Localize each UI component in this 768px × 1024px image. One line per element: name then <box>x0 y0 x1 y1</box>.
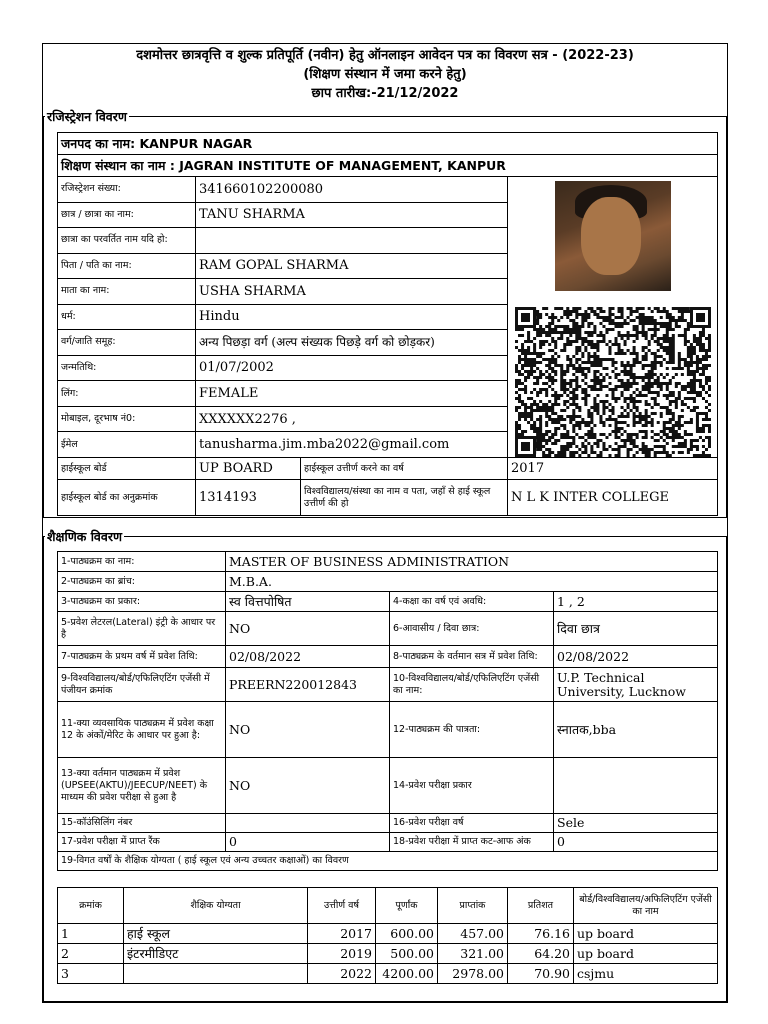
qual-obtained: 457.00 <box>438 924 508 944</box>
qual-obtained: 2978.00 <box>438 964 508 984</box>
university-name-label: 10-विश्वविद्यालय/बोर्ड/एफिलिएटिंग एजेंसी का नाम: <box>390 668 554 702</box>
qual-name <box>124 964 308 984</box>
application-form <box>42 43 728 1003</box>
lateral-entry-label: 5-प्रवेश लेटरल(Lateral) इंट्री के आधार पर है <box>58 612 226 646</box>
hs-year-value: 2017 <box>508 458 718 480</box>
qual-percent: 64.20 <box>508 944 574 964</box>
cutoff-marks-value: 0 <box>554 833 718 852</box>
class-year-label: 4-कक्षा का वर्ष एवं अवधि: <box>390 592 554 612</box>
hs-roll-value: 1314193 <box>196 480 301 516</box>
registration-section-title: रजिस्ट्रेशन विवरण <box>47 109 127 124</box>
mother-name-value: USHA SHARMA <box>196 279 508 305</box>
course-type-value: स्व वित्तपोषित <box>226 592 390 612</box>
entrance-type-label: 14-प्रवेश परीक्षा प्रकार <box>390 758 554 814</box>
father-name-label: पिता / पति का नाम: <box>58 253 196 279</box>
qual-header-board: बोर्ड/विश्वविद्यालय/अफिलिएटिंग एजेंसी का नाम <box>574 888 718 924</box>
email-label: ईमेल <box>58 432 196 458</box>
student-photo <box>555 181 671 291</box>
qual-header-obtained: प्राप्तांक <box>438 888 508 924</box>
course-type-label: 3-पाठ्यक्रम का प्रकार: <box>58 592 226 612</box>
qual-header-qualification: शैक्षिक योग्यता <box>124 888 308 924</box>
qual-board: up board <box>574 944 718 964</box>
photo-qr-cell <box>508 177 718 458</box>
university-reg-label: 9-विश्वविद्यालय/बोर्ड/एफिलिएटिंग एजेंसी में पंजीयन क्रमांक <box>58 668 226 702</box>
course-branch-label: 2-पाठ्यक्रम का ब्रांच: <box>58 572 226 592</box>
course-name-value: MASTER OF BUSINESS ADMINISTRATION <box>226 552 718 572</box>
religion-value: Hindu <box>196 304 508 330</box>
category-label: वर्ग/जाति समूह: <box>58 330 196 356</box>
student-name-value: TANU SHARMA <box>196 202 508 228</box>
merit-admission-label: 11-क्या व्यवसायिक पाठ्यक्रम में प्रवेश कक्षा 12 के अंकों/मेरिट के आधार पर हुआ है: <box>58 702 226 758</box>
qual-percent: 70.90 <box>508 964 574 984</box>
changed-name-value <box>196 228 508 254</box>
qual-year: 2022 <box>308 964 376 984</box>
entrance-type-value <box>554 758 718 814</box>
qual-max-marks: 600.00 <box>376 924 438 944</box>
cutoff-marks-label: 18-प्रवेश परीक्षा में प्राप्त कट-आफ अंक <box>390 833 554 852</box>
first-year-date-value: 02/08/2022 <box>226 646 390 668</box>
hs-board-value: UP BOARD <box>196 458 301 480</box>
current-session-date-label: 8-पाठ्यक्रम के वर्तमान सत्र में प्रवेश तिथि: <box>390 646 554 668</box>
form-subtitle: (शिक्षण संस्थान में जमा करने हेतु) <box>303 67 467 82</box>
religion-label: धर्म: <box>58 304 196 330</box>
table-row <box>58 964 718 984</box>
qual-obtained: 321.00 <box>438 944 508 964</box>
district-row: जनपद का नाम: KANPUR NAGAR <box>58 133 718 155</box>
qual-percent: 76.16 <box>508 924 574 944</box>
counselling-no-label: 15-कॉउंसिलिंग नंबर <box>58 814 226 833</box>
table-row <box>58 944 718 964</box>
entrance-year-label: 16-प्रवेश परीक्षा वर्ष <box>390 814 554 833</box>
table-row <box>58 924 718 944</box>
qual-serial: 1 <box>58 924 124 944</box>
residential-label: 6-आवासीय / दिवा छात्र: <box>390 612 554 646</box>
university-reg-value: PREERN220012843 <box>226 668 390 702</box>
residential-value: दिवा छात्र <box>554 612 718 646</box>
dob-value: 01/07/2002 <box>196 355 508 381</box>
qual-name: हाई स्कूल <box>124 924 308 944</box>
gender-label: लिंग: <box>58 381 196 407</box>
entrance-rank-label: 17-प्रवेश परीक्षा में प्राप्त रैंक <box>58 833 226 852</box>
entrance-admission-value: NO <box>226 758 390 814</box>
category-value: अन्य पिछड़ा वर्ग (अल्प संख्यक पिछड़े वर्ग को छोड़कर) <box>196 330 508 356</box>
father-name-value: RAM GOPAL SHARMA <box>196 253 508 279</box>
current-session-date-value: 02/08/2022 <box>554 646 718 668</box>
qual-header-serial: क्रमांक <box>58 888 124 924</box>
institute-row: शिक्षण संस्थान का नाम : JAGRAN INSTITUTE OF MANAGEMENT, KANPUR <box>58 155 718 177</box>
course-branch-value: M.B.A. <box>226 572 718 592</box>
form-title: दशमोत्तर छात्रवृत्ति व शुल्क प्रतिपूर्ति (नवीन) हेतु ऑनलाइन आवेदन पत्र का विवरण सत्र - (2022-23) <box>136 48 634 63</box>
qualification-table <box>57 887 718 984</box>
qual-max-marks: 4200.00 <box>376 964 438 984</box>
registration-no-label: रजिस्ट्रेशन संख्या: <box>58 177 196 203</box>
dob-label: जन्मतिथि: <box>58 355 196 381</box>
first-year-date-label: 7-पाठ्यक्रम के प्रथम वर्ष में प्रवेश तिथि: <box>58 646 226 668</box>
merit-admission-value: NO <box>226 702 390 758</box>
education-table <box>57 551 718 871</box>
lateral-entry-value: NO <box>226 612 390 646</box>
qual-serial: 2 <box>58 944 124 964</box>
class-year-value: 1 , 2 <box>554 592 718 612</box>
past-qualification-heading: 19-विगत वर्षों के शैक्षिक योग्यता ( हाई स्कूल एवं अन्य उच्चतर कक्षाओं) का विवरण <box>58 852 718 871</box>
course-name-label: 1-पाठ्यक्रम का नाम: <box>58 552 226 572</box>
mobile-label: मोबाइल, दूरभाष नं0: <box>58 406 196 432</box>
counselling-no-value <box>226 814 390 833</box>
qual-header-year: उत्तीर्ण वर्ष <box>308 888 376 924</box>
qual-board: csjmu <box>574 964 718 984</box>
hs-school-value: N L K INTER COLLEGE <box>508 480 718 516</box>
entrance-admission-label: 13-क्या वर्तमान पाठ्यक्रम में प्रवेश (UPSEE(AKTU)/JEECUP/NEET) के माध्यम की प्रवेश परीक्षा से हुआ है <box>58 758 226 814</box>
entrance-rank-value: 0 <box>226 833 390 852</box>
entrance-year-value: Sele <box>554 814 718 833</box>
hs-school-label: विश्वविद्यालय/संस्था का नाम व पता, जहाँ से हाई स्कूल उत्तीर्ण की हो <box>301 480 508 516</box>
qual-year: 2019 <box>308 944 376 964</box>
qual-serial: 3 <box>58 964 124 984</box>
qual-max-marks: 500.00 <box>376 944 438 964</box>
qual-board: up board <box>574 924 718 944</box>
mother-name-label: माता का नाम: <box>58 279 196 305</box>
gender-value: FEMALE <box>196 381 508 407</box>
qr-code <box>515 307 711 457</box>
hs-board-label: हाईस्कूल बोर्ड <box>58 458 196 480</box>
qual-header-percent: प्रतिशत <box>508 888 574 924</box>
print-date: छाप तारीख:-21/12/2022 <box>311 86 459 101</box>
qual-header-max-marks: पूर्णांक <box>376 888 438 924</box>
qual-year: 2017 <box>308 924 376 944</box>
hs-year-label: हाईस्कूल उत्तीर्ण करने का वर्ष <box>301 458 508 480</box>
education-section-title: शैक्षणिक विवरण <box>47 529 122 544</box>
university-name-value: U.P. Technical University, Lucknow <box>554 668 718 702</box>
qualification-header-row <box>58 888 718 924</box>
changed-name-label: छात्रा का परवर्तित नाम यदि हो: <box>58 228 196 254</box>
registration-no-value: 341660102200080 <box>196 177 508 203</box>
email-value: tanusharma.jim.mba2022@gmail.com <box>196 432 508 458</box>
qual-name: इंटरमीडिएट <box>124 944 308 964</box>
mobile-value: XXXXXX2276 , <box>196 406 508 432</box>
student-name-label: छात्र / छात्रा का नाम: <box>58 202 196 228</box>
hs-roll-label: हाईस्कूल बोर्ड का अनुक्रमांक <box>58 480 196 516</box>
course-eligibility-label: 12-पाठ्यक्रम की पात्रता: <box>390 702 554 758</box>
registration-table <box>57 132 718 516</box>
course-eligibility-value: स्नातक,bba <box>554 702 718 758</box>
form-header <box>43 44 727 104</box>
